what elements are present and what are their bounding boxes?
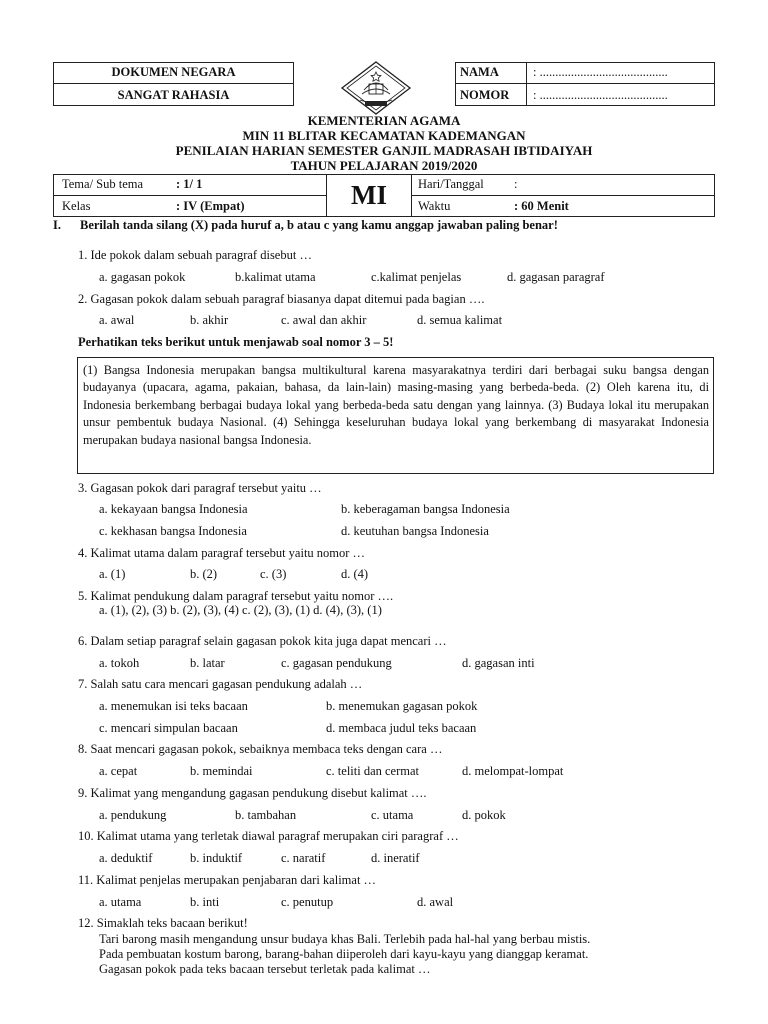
question-text: Kalimat penjelas merupakan penjabaran dari kalimat … xyxy=(96,873,377,887)
option-11b[interactable]: b. inti xyxy=(190,895,220,909)
question-number: 6. xyxy=(78,634,88,648)
question-3 xyxy=(78,481,322,495)
option-10b[interactable]: b. induktif xyxy=(190,851,243,865)
name-label: NAMA xyxy=(460,65,499,79)
option-2a[interactable]: a. awal xyxy=(99,313,135,327)
tema-value: : 1/ 1 xyxy=(176,177,203,191)
tema-label: Tema/ Sub tema xyxy=(62,177,144,191)
question-text: Kalimat utama dalam paragraf tersebut yaitu nomor … xyxy=(90,546,366,560)
question-number: 12. xyxy=(78,916,94,930)
question-8 xyxy=(78,742,442,756)
question-text: Kalimat pendukung dalam paragraf tersebut yaitu nomor …. xyxy=(90,589,394,603)
classification-label-1: DOKUMEN NEGARA xyxy=(111,65,236,79)
question-number: 8. xyxy=(78,742,88,756)
question-2 xyxy=(78,292,484,306)
waktu-label: Waktu xyxy=(418,199,451,213)
option-11c[interactable]: c. penutup xyxy=(281,895,334,909)
reading-passage: (1) Bangsa Indonesia merupakan bangsa multikultural karena masyarakatnya terdiri dari berbagai suku bangsa dengan budayanya (upacara, agama, pakaian, bahasa, da lain-lain) masing-masing yang berbeda-beda. (2) Oleh karena itu, di Indonesia berkembang berbagai budaya lokal yang berbeda-beda satu dengan yang lainnya. (3) Budaya lokal itu merupakan unsur pembentuk budaya Nasional. (4) Sehingga keseluruhan budaya lokal yang berkembang di masyarakat Indonesia merupakan budaya nasional bangsa Indonesia. xyxy=(77,357,714,474)
option-10a[interactable]: a. deduktif xyxy=(99,851,153,865)
option-8c[interactable]: c. teliti dan cermat xyxy=(326,764,420,778)
option-3c[interactable]: c. kekhasan bangsa Indonesia xyxy=(99,524,247,538)
question-text: Simaklah teks bacaan berikut! xyxy=(96,916,248,930)
question-number: 4. xyxy=(78,546,88,560)
question-number: 11. xyxy=(78,873,94,887)
hari-label: Hari/Tanggal xyxy=(418,177,484,191)
question-9 xyxy=(78,786,427,800)
question-1 xyxy=(78,248,312,262)
question-6 xyxy=(78,634,447,648)
question-text: Saat mencari gagasan pokok, sebaiknya membaca teks dengan cara … xyxy=(90,742,443,756)
ministry-emblem-icon xyxy=(340,60,412,116)
question-12 xyxy=(78,916,248,930)
option-6c[interactable]: c. gagasan pendukung xyxy=(281,656,392,670)
exam-title: PENILAIAN HARIAN SEMESTER GANJIL MADRASAH IBTIDAIYAH xyxy=(175,143,593,158)
question-number: 5. xyxy=(78,589,88,603)
kelas-label: Kelas xyxy=(62,199,91,213)
option-3d[interactable]: d. keutuhan bangsa Indonesia xyxy=(341,524,489,538)
question-12-line-3: Gagasan pokok pada teks bacaan tersebut terletak pada kalimat … xyxy=(99,962,431,976)
question-text: Kalimat utama yang terletak diawal paragraf merupakan ciri paragraf … xyxy=(96,829,459,843)
option-8a[interactable]: a. cepat xyxy=(99,764,138,778)
question-text: Gagasan pokok dari paragraf tersebut yaitu … xyxy=(90,481,322,495)
name-field[interactable]: : ......................................... xyxy=(533,65,668,79)
option-8b[interactable]: b. memindai xyxy=(190,764,253,778)
option-7d[interactable]: d. membaca judul teks bacaan xyxy=(326,721,477,735)
question-text: Dalam setiap paragraf selain gagasan pokok kita juga dapat mencari … xyxy=(90,634,447,648)
option-7a[interactable]: a. menemukan isi teks bacaan xyxy=(99,699,248,713)
question-11 xyxy=(78,873,376,887)
option-1b[interactable]: b.kalimat utama xyxy=(235,270,316,284)
hari-value[interactable]: : xyxy=(514,177,518,191)
academic-year: TAHUN PELAJARAN 2019/2020 xyxy=(290,158,478,173)
option-8d[interactable]: d. melompat-lompat xyxy=(462,764,564,778)
option-7c[interactable]: c. mencari simpulan bacaan xyxy=(99,721,238,735)
question-number: 10. xyxy=(78,829,94,843)
question-5 xyxy=(78,589,393,603)
question-4 xyxy=(78,546,365,560)
question-text: Kalimat yang mengandung gagasan pendukung disebut kalimat …. xyxy=(90,786,427,800)
question-text: Ide pokok dalam sebuah paragraf disebut … xyxy=(90,248,312,262)
question-text: Gagasan pokok dalam sebuah paragraf biasanya dapat ditemui pada bagian …. xyxy=(90,292,485,306)
option-3a[interactable]: a. kekayaan bangsa Indonesia xyxy=(99,502,248,516)
kelas-value: : IV (Empat) xyxy=(176,199,245,213)
option-5-all[interactable]: a. (1), (2), (3) b. (2), (3), (4) c. (2), (3), (1) d. (4), (3), (1) xyxy=(99,603,382,617)
question-text: Salah satu cara mencari gagasan pendukung adalah … xyxy=(90,677,363,691)
school-title: MIN 11 BLITAR KECAMATAN KADEMANGAN xyxy=(242,128,526,143)
question-number: 9. xyxy=(78,786,88,800)
option-7b[interactable]: b. menemukan gagasan pokok xyxy=(326,699,478,713)
question-number: 7. xyxy=(78,677,88,691)
section-instruction: Berilah tanda silang (X) pada huruf a, b atau c yang kamu anggap jawaban paling benar! xyxy=(80,218,558,232)
question-7 xyxy=(78,677,362,691)
option-6d[interactable]: d. gagasan inti xyxy=(462,656,535,670)
question-10 xyxy=(78,829,459,843)
option-1d[interactable]: d. gagasan paragraf xyxy=(507,270,605,284)
classification-label-2: SANGAT RAHASIA xyxy=(117,87,230,102)
option-3b[interactable]: b. keberagaman bangsa Indonesia xyxy=(341,502,510,516)
question-12-line-2: Pada pembuatan kostum barong, barang-bahan diiperoleh dari kayu-kayu yang dianggap keramat. xyxy=(99,947,589,961)
option-11a[interactable]: a. utama xyxy=(99,895,142,909)
question-number: 3. xyxy=(78,481,88,495)
question-12-line-1: Tari barong masih mengandung unsur budaya khas Bali. Terlebih pada hal-hal yang berbau mistis. xyxy=(99,932,591,946)
option-1a[interactable]: a. gagasan pokok xyxy=(99,270,186,284)
option-10c[interactable]: c. naratif xyxy=(281,851,326,865)
option-10d[interactable]: d. ineratif xyxy=(371,851,420,865)
option-4b[interactable]: b. (2) xyxy=(190,567,218,581)
option-9c[interactable]: c. utama xyxy=(371,808,414,822)
number-label: NOMOR xyxy=(460,87,510,102)
question-number: 2. xyxy=(78,292,88,306)
option-4c[interactable]: c. (3) xyxy=(260,567,287,581)
option-9a[interactable]: a. pendukung xyxy=(99,808,167,822)
option-6a[interactable]: a. tokoh xyxy=(99,656,140,670)
option-2d[interactable]: d. semua kalimat xyxy=(417,313,503,327)
option-2b[interactable]: b. akhir xyxy=(190,313,229,327)
option-11d[interactable]: d. awal xyxy=(417,895,454,909)
option-6b[interactable]: b. latar xyxy=(190,656,225,670)
option-4a[interactable]: a. (1) xyxy=(99,567,126,581)
option-9d[interactable]: d. pokok xyxy=(462,808,506,822)
mi-label: MI xyxy=(351,180,387,210)
option-9b[interactable]: b. tambahan xyxy=(235,808,297,822)
section-number: I. xyxy=(53,218,61,232)
ministry-title: KEMENTERIAN AGAMA xyxy=(307,113,461,128)
ministry-logo xyxy=(340,60,412,116)
info-divider-v2 xyxy=(411,174,412,217)
identity-divider-v xyxy=(526,62,527,106)
option-2c[interactable]: c. awal dan akhir xyxy=(281,313,367,327)
option-4d[interactable]: d. (4) xyxy=(341,567,369,581)
number-field[interactable]: : ......................................... xyxy=(533,87,668,102)
option-1c[interactable]: c.kalimat penjelas xyxy=(371,270,462,284)
waktu-value: : 60 Menit xyxy=(514,199,569,213)
passage-note: Perhatikan teks berikut untuk menjawab soal nomor 3 – 5! xyxy=(78,335,394,349)
question-number: 1. xyxy=(78,248,88,262)
